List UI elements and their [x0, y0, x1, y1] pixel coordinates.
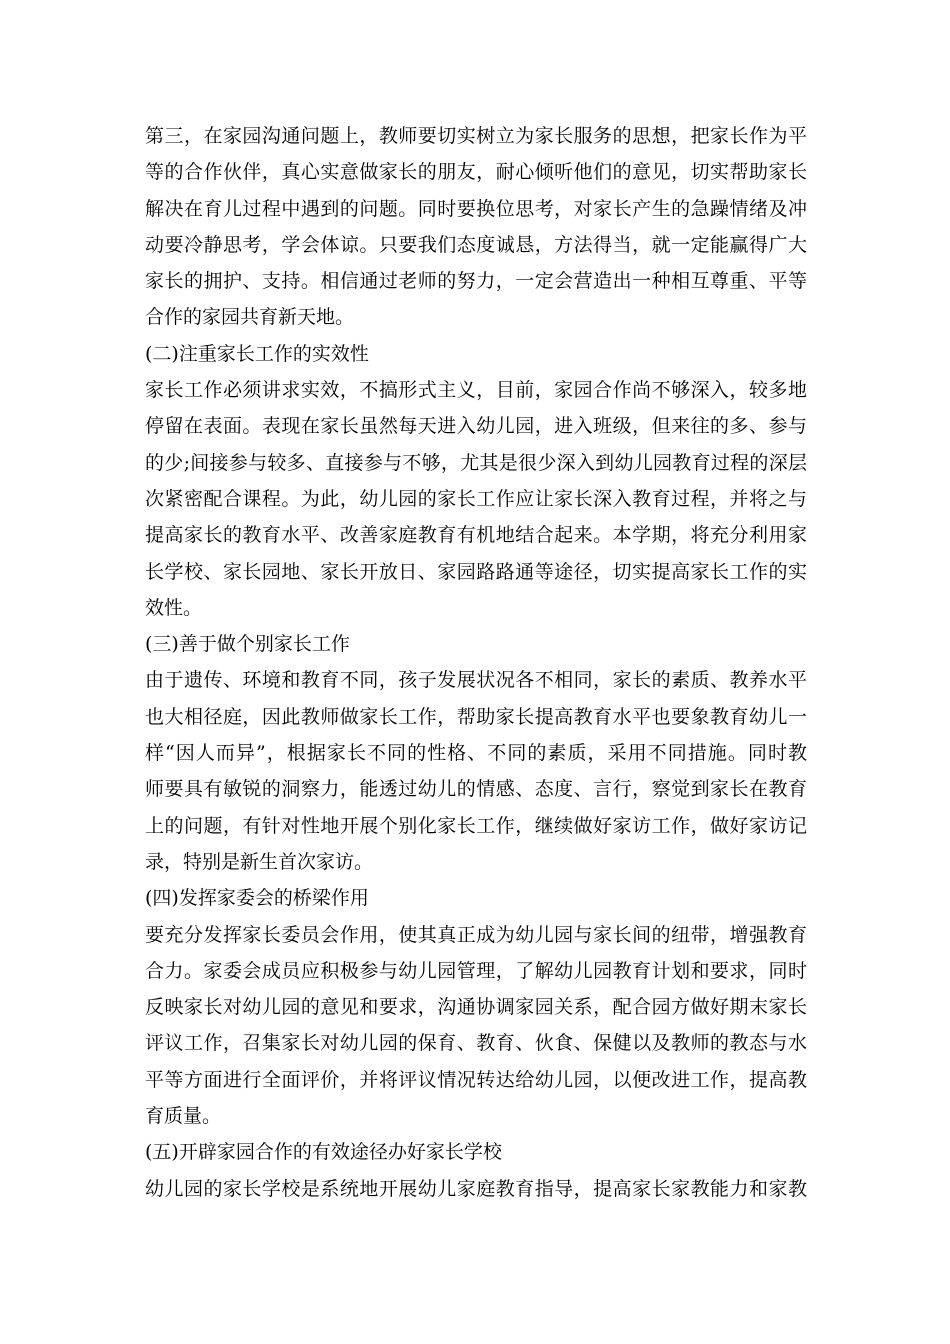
text-line: 动要冷静思考，学会体谅。只要我们态度诚恳，方法得当，就一定能赢得广大: [145, 233, 807, 256]
heading-text: (四)发挥家委会的桥梁作用: [145, 887, 369, 910]
text-line: 录，特别是新生首次家访。: [145, 850, 374, 873]
text-line: 家长的拥护、支持。相信通过老师的努力，一定会营造出一种相互尊重、平等: [145, 270, 807, 293]
section-heading: [145, 336, 807, 372]
text-line: 停留在表面。表现在家长虽然每天进入幼儿园，进入班级，但来往的多、参与: [145, 415, 807, 438]
text-line: 等的合作伙伴，真心实意做家长的朋友，耐心倾听他们的意见，切实帮助家长: [145, 161, 807, 184]
heading-text: (三)善于做个别家长工作: [145, 633, 350, 656]
document-page: [145, 118, 807, 1207]
text-line: 提高家长的教育水平、改善家庭教育有机地结合起来。本学期，将充分利用家: [145, 524, 807, 547]
text-line: 解决在育儿过程中遇到的问题。同时要换位思考，对家长产生的急躁情绪及冲: [145, 197, 807, 220]
text-line: 平等方面进行全面评价，并将评议情况转达给幼儿园，以便改进工作，提高教: [145, 1068, 807, 1091]
paragraph: [145, 1171, 807, 1207]
text-line: 评议工作，召集家长对幼儿园的保育、教育、伙食、保健以及教师的教态与水: [145, 1032, 807, 1055]
paragraph: [145, 118, 807, 336]
heading-text: (二)注重家长工作的实效性: [145, 342, 369, 365]
section-heading: [145, 880, 807, 916]
text-line: 的少;间接参与较多、直接参与不够，尤其是很少深入到幼儿园教育过程的深层: [145, 451, 807, 474]
text-line: 次紧密配合课程。为此，幼儿园的家长工作应让家长深入教育过程，并将之与: [145, 487, 807, 510]
text-line: 样“因人而异”，根据家长不同的性格、不同的素质，采用不同措施。同时教: [145, 742, 807, 765]
section-heading: [145, 1134, 807, 1170]
text-line: 由于遗传、环境和教育不同，孩子发展状况各不相同，家长的素质、教养水平: [145, 669, 807, 692]
heading-text: (五)开辟家园合作的有效途径办好家长学校: [145, 1141, 502, 1164]
text-line: 合作的家园共育新天地。: [145, 306, 355, 329]
text-line: 家长工作必须讲求实效，不搞形式主义，目前，家园合作尚不够深入，较多地: [145, 379, 807, 402]
text-line: 师要具有敏锐的洞察力，能透过幼儿的情感、态度、言行，察觉到家长在教育: [145, 778, 807, 801]
paragraph: [145, 917, 807, 1135]
text-line: 长学校、家长园地、家长开放日、家园路路通等途径，切实提高家长工作的实: [145, 560, 807, 583]
text-line: 反映家长对幼儿园的意见和要求，沟通协调家园关系，配合园方做好期末家长: [145, 996, 807, 1019]
text-line: 幼儿园的家长学校是系统地开展幼儿家庭教育指导，提高家长家教能力和家教: [145, 1177, 807, 1200]
paragraph: [145, 372, 807, 626]
text-line: 效性。: [145, 596, 203, 619]
text-line: 也大相径庭，因此教师做家长工作，帮助家长提高教育水平也要象教育幼儿一: [145, 705, 807, 728]
text-line: 第三，在家园沟通问题上，教师要切实树立为家长服务的思想，把家长作为平: [145, 125, 807, 147]
section-heading: [145, 626, 807, 662]
text-line: 育质量。: [145, 1105, 222, 1128]
text-line: 要充分发挥家长委员会作用，使其真正成为幼儿园与家长间的纽带，增强教育: [145, 923, 807, 946]
text-line: 合力。家委会成员应积极参与幼儿园管理，了解幼儿园教育计划和要求，同时: [145, 959, 807, 982]
paragraph: [145, 662, 807, 880]
text-line: 上的问题，有针对性地开展个别化家长工作，继续做好家访工作，做好家访记: [145, 814, 807, 837]
